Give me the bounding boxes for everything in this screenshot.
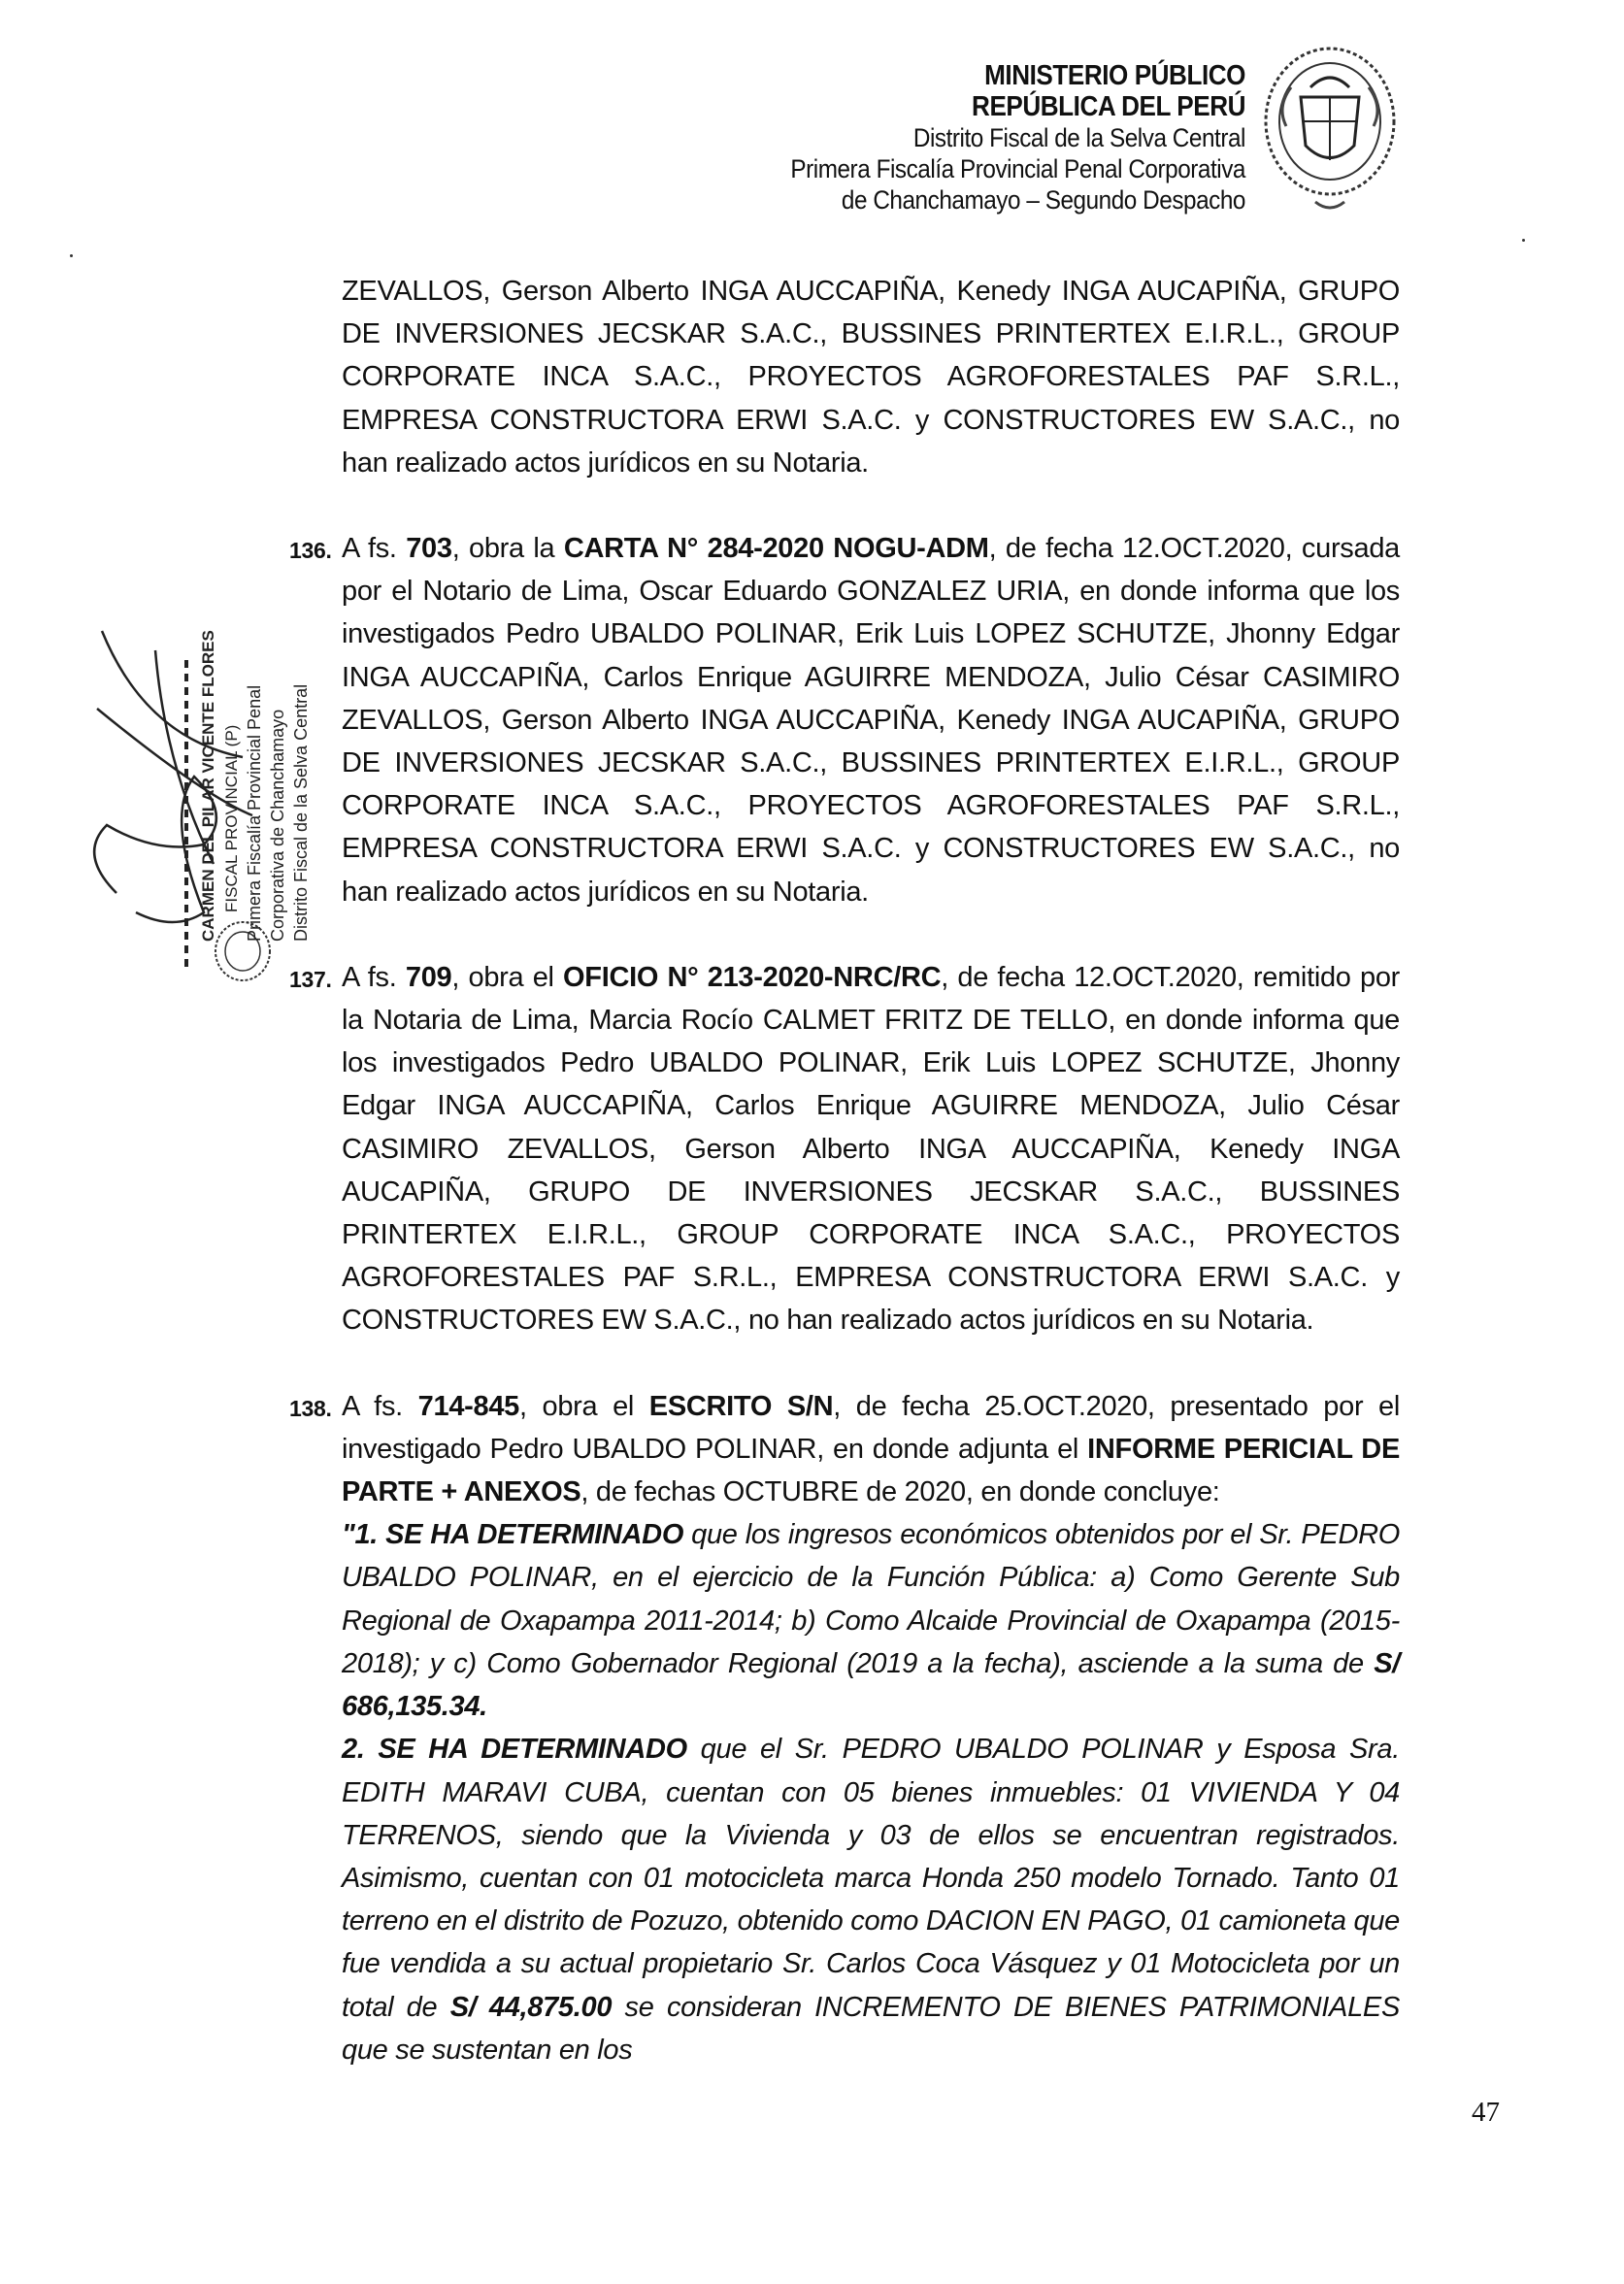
item-137: 137. A fs. 709, obra el OFICIO N° 213-2020-NRC/RC, de fecha 12.OCT.2020, remitido por la Notaria de Lima, Marcia Rocío CALMET FRITZ DE TELLO, en donde informa que los investigados Pedro UBALDO POLINAR, Erik Luis LOPEZ SCHUTZE, Jhonny Edgar INGA AUCCAPIÑA, Carlos Enrique AGUIRRE MENDOZA, Julio César CASIMIRO ZEVALLOS, Gerson Alberto INGA AUCCAPIÑA, Kenedy INGA AUCAPIÑA, GRUPO DE INVERSIONES JECSKAR S.A.C., BUSSINES PRINTERTEX E.I.R.L., GROUP CORPORATE INCA S.A.C., PROYECTOS AGROFORESTALES PAF S.R.L., EMPRESA CONSTRUCTORA ERWI S.A.C. y CONSTRUCTORES EW S.A.C., no han realizado actos jurídicos en su Notaria. xyxy=(342,956,1400,1342)
scan-dot xyxy=(70,254,73,257)
document-reference: ESCRITO S/N xyxy=(648,1390,834,1422)
item-136: 136. A fs. 703, obra la CARTA N° 284-2020 NOGU-ADM, de fecha 12.OCT.2020, cursada por el Notario de Lima, Oscar Eduardo GONZALEZ URIA, en donde informa que los investigados Pedro UBALDO POLINAR, Erik Luis LOPEZ SCHUTZE, Jhonny Edgar INGA AUCCAPIÑA, Carlos Enrique AGUIRRE MENDOZA, Julio César CASIMIRO ZEVALLOS, Gerson Alberto INGA AUCCAPIÑA, Kenedy INGA AUCAPIÑA, GRUPO DE INVERSIONES JECSKAR S.A.C., BUSSINES PRINTERTEX E.I.R.L., GROUP CORPORATE INCA S.A.C., PROYECTOS AGROFORESTALES PAF S.R.L., EMPRESA CONSTRUCTORA ERWI S.A.C. y CONSTRUCTORES EW S.A.C., no han realizado actos jurídicos en su Notaria. xyxy=(342,527,1400,913)
letterhead xyxy=(634,60,1245,215)
continued-paragraph: ZEVALLOS, Gerson Alberto INGA AUCCAPIÑA, Kenedy INGA AUCAPIÑA, GRUPO DE INVERSIONES JECSKAR S.A.C., BUSSINES PRINTERTEX E.I.R.L., GROUP CORPORATE INCA S.A.C., PROYECTOS AGROFORESTALES PAF S.R.L., EMPRESA CONSTRUCTORA ERWI S.A.C. y CONSTRUCTORES EW S.A.C., no han realizado actos jurídicos en su Notaria. xyxy=(342,276,1400,479)
quote-conclusion-2: 2. SE HA DETERMINADO que el Sr. PEDRO UBALDO POLINAR y Esposa Sra. EDITH MARAVI CUBA, cuentan con 05 bienes inmuebles: 01 VIVIENDA Y 04 TERRENOS, siendo que la Vivienda y 03 de ellos se encuentran registrados. Asimismo, cuentan con 01 motocicleta marca Honda 250 modelo Tornado. Tanto 01 terreno en el distrito de Pozuzo, obtenido como DACION EN PAGO, 01 camioneta que fue vendida a su actual propietario Sr. Carlos Coca Vásquez y 01 Motocicleta por un total de S/ 44,875.00 se consideran INCREMENTO DE BIENES PATRIMONIALES que se sustentan en los xyxy=(342,1734,1400,2066)
item-number: 138. xyxy=(289,1395,332,1421)
stamp-line-4: Corporativa de Chanchamayo xyxy=(268,709,287,942)
header-country: REPÚBLICA DEL PERÚ xyxy=(972,91,1245,122)
scan-dot xyxy=(1522,239,1525,242)
page-number: 47 xyxy=(1472,2097,1500,2128)
folio-reference: 703 xyxy=(406,533,452,565)
header-office-division: de Chanchamayo – Segundo Despacho xyxy=(841,185,1245,215)
document-reference-2: INFORME PERICIAL DE PARTE + ANEXOS xyxy=(342,1433,1400,1508)
header-institution: MINISTERIO PÚBLICO xyxy=(984,60,1245,91)
header-office: Primera Fiscalía Provincial Penal Corporativa xyxy=(790,154,1245,183)
item-number: 136. xyxy=(289,538,332,564)
stamp-line-3: Primera Fiscalía Provincial Penal xyxy=(245,684,264,942)
fiscal-stamp-signature xyxy=(58,621,349,990)
folio-reference: 709 xyxy=(405,961,452,993)
document-reference: CARTA N° 284-2020 NOGU-ADM xyxy=(563,533,989,565)
coat-of-arms-seal-icon xyxy=(1257,29,1403,223)
item-number: 137. xyxy=(289,966,332,992)
header-district: Distrito Fiscal de la Selva Central xyxy=(912,123,1245,152)
document-reference: OFICIO N° 213-2020-NRC/RC xyxy=(563,961,942,993)
stamp-line-2: FISCAL PROVINCIAL (P) xyxy=(222,724,241,912)
stamp-line-1: CARMEN DEL PILAR VICENTE FLORES xyxy=(199,630,217,942)
folio-reference: 714-845 xyxy=(417,1390,519,1422)
item-138: 138. A fs. 714-845, obra el ESCRITO S/N, de fecha 25.OCT.2020, presentado por el investigado Pedro UBALDO POLINAR, en donde adjunta el INFORME PERICIAL DE PARTE + ANEXOS, de fechas OCTUBRE de 2020, en donde concluye: xyxy=(342,1385,1400,1514)
stamp-line-5: Distrito Fiscal de la Selva Central xyxy=(291,683,311,942)
quote-conclusion-1: "1. SE HA DETERMINADO que los ingresos económicos obtenidos por el Sr. PEDRO UBALDO POLINAR, en el ejercicio de la Función Pública: a) Como Gerente Sub Regional de Oxapampa 2011-2014; b) Como Alcaide Provincial de Oxapampa (2015-2018); y c) Como Gobernador Regional (2019 a la fecha), asciende a la suma de S/ 686,135.34. xyxy=(342,1519,1400,1723)
